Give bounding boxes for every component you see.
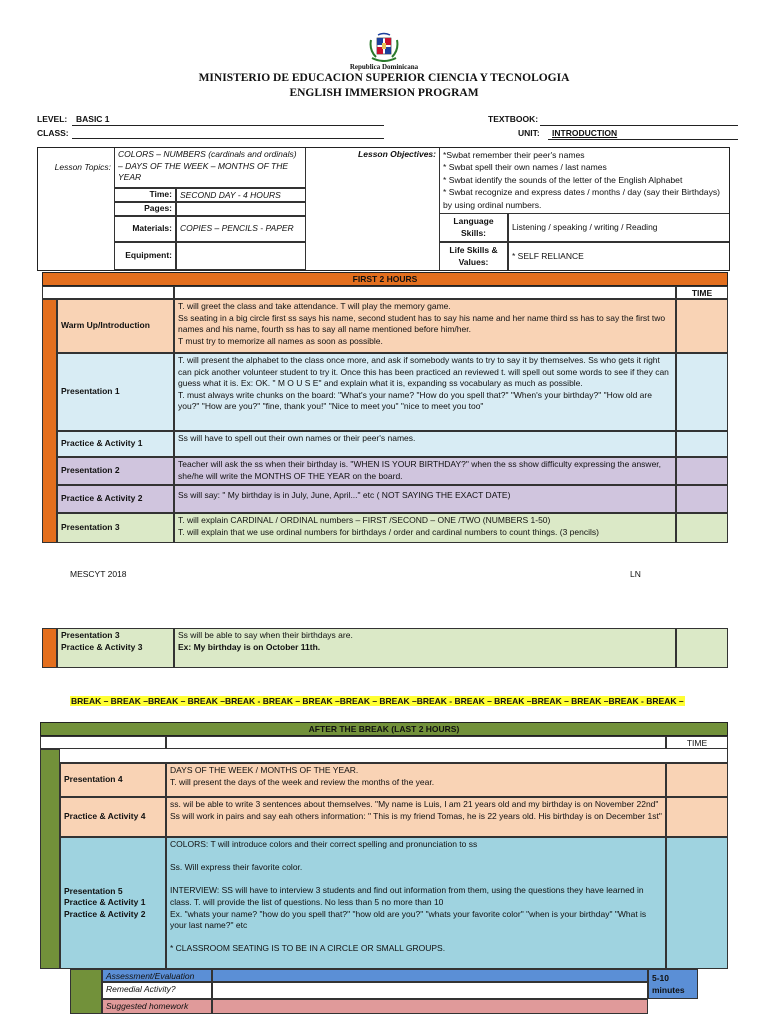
row-time-presentation-3 (676, 513, 728, 543)
lesson-topics-label: Lesson Topics: (54, 162, 111, 172)
textbook-line (540, 125, 738, 126)
row-label-presentation-3: Presentation 3 (57, 513, 174, 543)
row-text-warmup: T. will greet the class and take attendance. T will play the memory game. Ss seating in a big circle first ss says his name, second student has to say his name and her name third ss has to say the first two names and his name, fourth ss has to say all name mentioned before him/her. T must try to memorize all names as soon as possible. (174, 299, 676, 353)
row-time-presentation-1 (676, 353, 728, 431)
page2-label-2: Practice & Activity 3 (61, 641, 143, 652)
life-skills-label: Life Skills & Values: (440, 242, 508, 270)
ministry-title: MINISTERIO DE EDUCACION SUPERIOR CIENCIA Y TECNOLOGIA (198, 72, 570, 84)
row-label-presentation-1: Presentation 1 (57, 353, 174, 431)
footer-right: LN (630, 569, 641, 579)
after-text-practice-4: ss. wil be able to write 3 sentences about themselves. "My name is Luis, I am 21 years old and my birthday is on November 22nd" Ss will work in pairs and say eah others information: " This is my friend Tomas, he is 22 years old. His birthday is on December 1st" (166, 797, 666, 837)
language-value: Listening / speaking / writing / Reading (508, 214, 729, 242)
after-text-presentation-4: DAYS OF THE WEEK / MONTHS OF THE YEAR. T. will present the days of the week and review the months of the year. (166, 763, 666, 797)
level-line (72, 125, 384, 126)
after-time-practice-4 (666, 797, 728, 837)
page2-text-2: Ex: My birthday is on October 11th. (178, 641, 321, 652)
footer-left: MESCYT 2018 (70, 569, 127, 579)
time-label: Time: (114, 188, 176, 202)
equipment-label: Equipment: (114, 242, 176, 270)
assessment-label: Assessment/Evaluation (102, 969, 212, 982)
class-line (72, 138, 384, 139)
assessment-field (212, 969, 648, 982)
after-header-left (40, 736, 166, 749)
row-label-practice-2: Practice & Activity 2 (57, 485, 174, 513)
pages-label: Pages: (114, 202, 176, 216)
lesson-topics-value: COLORS – NUMBERS (cardinals and ordinals) – DAYS OF THE WEEK – MONTHS OF THE YEAR (114, 148, 306, 188)
after-text-presentation-5: COLORS: T will introduce colors and their correct spelling and pronunciation to ss Ss. Will express their favorite color. INTERVIEW: SS will have to interview 3 students and find out information from them, using the questions they have learned in class. T. will provide the list of questions. No less than 5 no more than 10 Ex. "whats your name? "how do you spell that?" "how old are you?" "whats your favorite color" "when is your birthday" "What is your last name?" etc * CLASSROOM SEATING IS TO BE IN A CIRCLE OR SMALL GROUPS. (166, 837, 666, 969)
page2-labels (57, 628, 174, 668)
after-gap-row (40, 749, 728, 763)
homework-field (212, 999, 648, 1014)
page2-label-1: Presentation 3 (61, 630, 120, 640)
first-block-stripe (42, 299, 57, 543)
row-time-practice-2 (676, 485, 728, 513)
pages-value (176, 202, 306, 216)
row-label-presentation-2: Presentation 2 (57, 457, 174, 485)
row-text-practice-2: Ss will say: " My birthday is in July, June, April..." etc ( NOT SAYING THE EXACT DATE) (174, 485, 676, 513)
row-text-practice-1: Ss will have to spell out their own names or their peer's names. (174, 431, 676, 457)
after-header-mid (166, 736, 666, 749)
page2-text (174, 628, 676, 668)
homework-label: Suggested homework (102, 999, 212, 1014)
after-label-presentation-4: Presentation 4 (60, 763, 166, 797)
after-stripe (40, 749, 60, 969)
remedial-field (212, 982, 648, 999)
unit-label: UNIT: (518, 128, 540, 138)
first-block-header-mid (174, 286, 676, 299)
remedial-label: Remedial Activity? (102, 982, 212, 999)
page2-time (676, 628, 728, 668)
assessment-time: 5-10 minutes (648, 969, 698, 999)
after-time-header: TIME (666, 736, 728, 749)
after-time-presentation-5 (666, 837, 728, 969)
unit-line (548, 139, 738, 140)
break-banner: BREAK – BREAK –BREAK – BREAK –BREAK - BREAK – BREAK –BREAK – BREAK –BREAK - BREAK – BREAK –BREAK – BREAK –BREAK - BREAK – (71, 696, 684, 706)
row-time-presentation-2 (676, 457, 728, 485)
equipment-value (176, 242, 306, 270)
row-label-practice-1: Practice & Activity 1 (57, 431, 174, 457)
first-block-time-header: TIME (676, 286, 728, 299)
level-value: BASIC 1 (76, 114, 110, 124)
assessment-stripe (70, 969, 102, 1014)
after-label-practice-4: Practice & Activity 4 (60, 797, 166, 837)
row-text-presentation-3: T. will explain CARDINAL / ORDINAL numbers – FIRST /SECOND – ONE /TWO (NUMBERS 1-50) T. will explain that we use ordinal numbers for birthdays / order and cardinal numbers to count things. (3 pencils) (174, 513, 676, 543)
page2-stripe (42, 628, 57, 668)
row-time-warmup (676, 299, 728, 353)
after-block-title: AFTER THE BREAK (LAST 2 HOURS) (40, 722, 728, 736)
objectives-label: Lesson Objectives: (306, 148, 440, 270)
after-label-presentation-5: Presentation 5 Practice & Activity 1 Practice & Activity 2 (60, 837, 166, 969)
textbook-label: TEXTBOOK: (488, 114, 539, 124)
after-time-presentation-4 (666, 763, 728, 797)
crest-caption: Republica Dominicana (349, 63, 419, 71)
level-label: LEVEL: (37, 114, 68, 124)
materials-value: COPIES – PENCILS - PAPER (176, 216, 306, 242)
materials-label: Materials: (114, 216, 176, 242)
first-block-title: FIRST 2 HOURS (42, 272, 728, 286)
row-text-presentation-1: T. will present the alphabet to the class once more, and ask if somebody wants to try to say it by themselves. Ss who gets it right can pick another volunteer student to try it. Once this has been practiced an reviewed t. will spell out some words to see if they can guess what it is. Ex: OK. " M O U S E" and explain what it is, expanding ss vocabulary as much as possible. T. must always write chunks on the board: "What's your name? "How do you spell that?" "When's your birthday?" "How old are you?" "How are you?" "fine, thank you!" "Nice to meet you" "nice to meet you too" (174, 353, 676, 431)
life-skills-value: * SELF RELIANCE (508, 242, 729, 270)
objectives-value: *Swbat remember their peer's names * Swbat spell their own names / last names * Swbat identify the sounds of the letter of the English Alphabet * Swbat recognize and express dates / months / day (say their Birthdays) by using ordinal numbers. (440, 148, 729, 214)
class-label: CLASS: (37, 128, 69, 138)
page2-text-1: Ss will be able to say when their birthdays are. (178, 630, 353, 640)
row-time-practice-1 (676, 431, 728, 457)
time-value: SECOND DAY - 4 HOURS (176, 188, 306, 202)
row-label-warmup: Warm Up/Introduction (57, 299, 174, 353)
crest-logo (368, 32, 400, 62)
row-text-presentation-2: Teacher will ask the ss when their birthday is. "WHEN IS YOUR BIRTHDAY?" when the ss show difficulty expressing the answer, she/he will write the MONTHS OF THE YEAR on the board. (174, 457, 676, 485)
language-label: Language Skills: (440, 214, 508, 242)
unit-value: INTRODUCTION (552, 128, 618, 138)
program-title: ENGLISH IMMERSION PROGRAM (289, 87, 479, 99)
first-block-header-row (42, 286, 174, 299)
